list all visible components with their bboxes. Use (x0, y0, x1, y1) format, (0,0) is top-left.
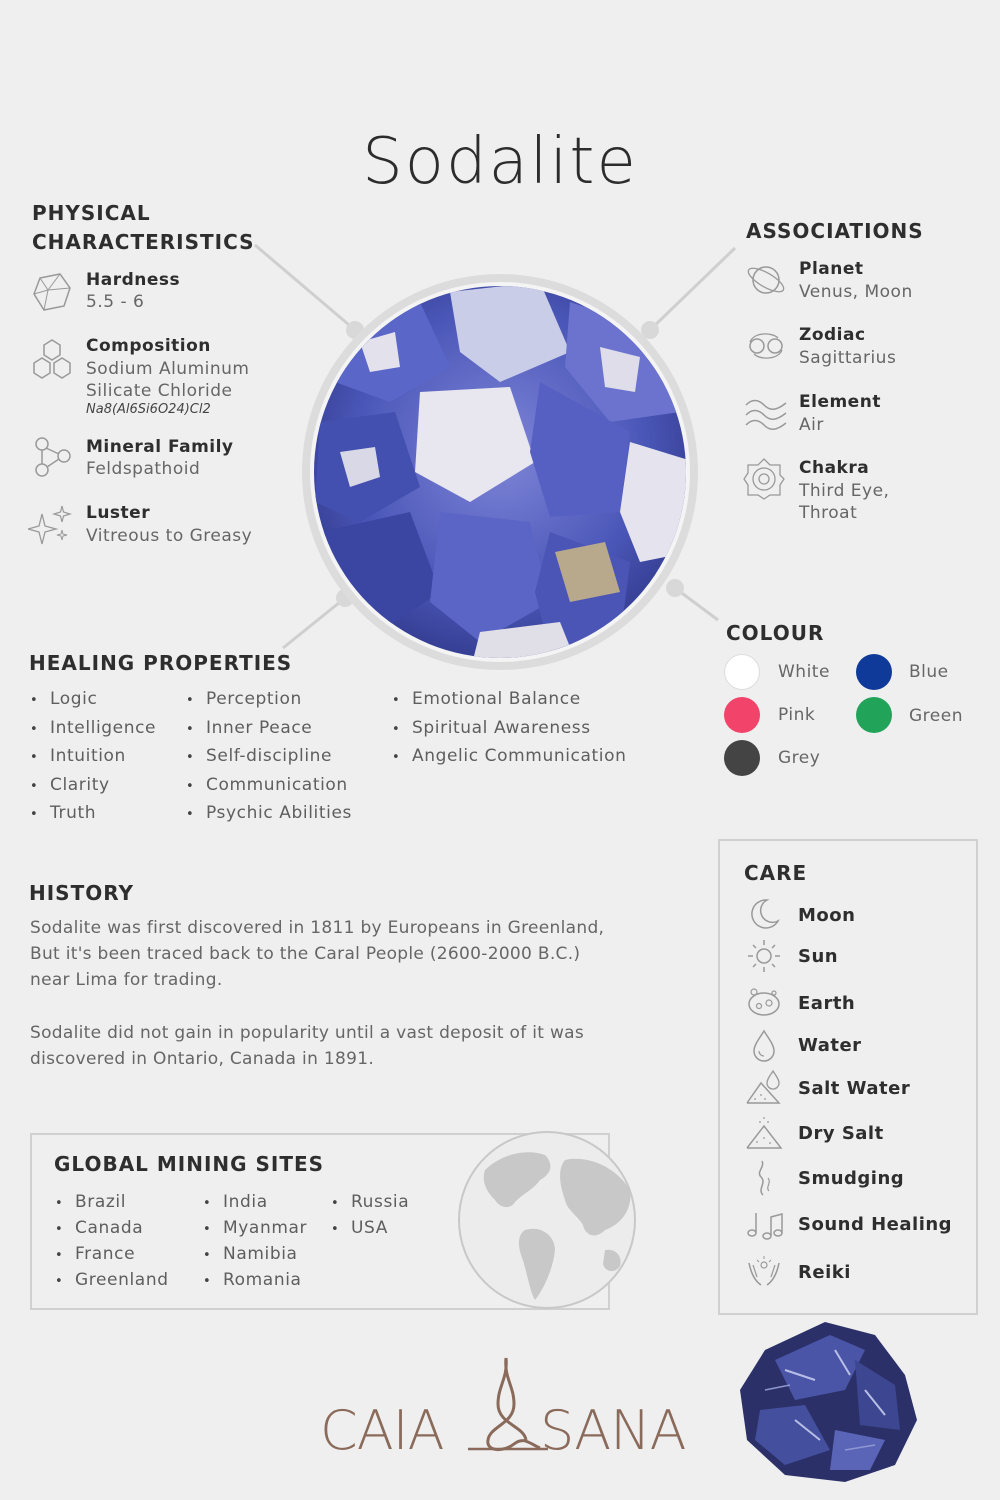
swatch-blue (856, 654, 892, 690)
composition-value-2: Silicate Chloride (86, 381, 233, 401)
zodiac-label: Zodiac (799, 325, 866, 345)
hexagons-icon (30, 336, 74, 380)
associations-heading: ASSOCIATIONS (746, 219, 924, 243)
sodalite-stones-image (300, 272, 700, 672)
list-item: • Spiritual Awareness (392, 715, 626, 744)
element-value: Air (799, 415, 824, 435)
history-p2-line1: Sodalite did not gain in popularity until a vast deposit of it was (30, 1023, 585, 1043)
chakra-icon (742, 457, 786, 501)
care-sun-label: Sun (798, 946, 839, 967)
swatch-grey-label: Grey (778, 748, 821, 768)
list-item: • Truth (30, 800, 156, 829)
composition-formula: Na8(Al6Si6O24)Cl2 (86, 402, 211, 417)
luster-label: Luster (86, 503, 151, 523)
physical-heading (32, 199, 255, 257)
sun-icon (745, 937, 783, 975)
care-water-label: Water (798, 1035, 862, 1056)
swatch-white (724, 654, 760, 690)
crystal-icon (30, 270, 74, 314)
list-item: • Angelic Communication (392, 743, 626, 772)
list-item: • Romania (203, 1268, 307, 1294)
brand-left: CAIA (320, 1399, 444, 1456)
globe-icon (455, 1130, 640, 1310)
swatch-pink (724, 697, 760, 733)
mining-heading: GLOBAL MINING SITES (54, 1152, 325, 1176)
list-item: • Russia (331, 1190, 409, 1216)
care-moon-label: Moon (798, 905, 856, 926)
care-sound-healing-label: Sound Healing (798, 1214, 953, 1235)
history-heading: HISTORY (29, 881, 135, 905)
list-item: • Intelligence (30, 715, 156, 744)
list-item: • Canada (55, 1216, 169, 1242)
list-item: • Greenland (55, 1268, 169, 1294)
physical-heading-line2: CHARACTERISTICS (32, 230, 255, 254)
list-item: • Inner Peace (186, 715, 352, 744)
planet-icon (744, 258, 788, 302)
list-item: • Brazil (55, 1190, 169, 1216)
healing-list-2 (186, 686, 352, 829)
list-item: • Clarity (30, 772, 156, 801)
chakra-value-2: Throat (799, 503, 858, 523)
list-item: • Intuition (30, 743, 156, 772)
list-item: • Psychic Abilities (186, 800, 352, 829)
healing-list-3 (392, 686, 626, 772)
list-item: • India (203, 1190, 307, 1216)
care-salt-water-label: Salt Water (798, 1078, 911, 1099)
list-item: • Logic (30, 686, 156, 715)
history-p1-line1: Sodalite was first discovered in 1811 by Europeans in Greenland, (30, 918, 605, 938)
swatch-pink-label: Pink (778, 705, 816, 725)
mining-list-3 (331, 1190, 409, 1242)
zodiac-icon (744, 324, 788, 368)
chakra-value-1: Third Eye, (799, 481, 890, 501)
hands-icon (745, 1253, 783, 1291)
planet-value: Venus, Moon (799, 282, 913, 302)
swatch-green-label: Green (909, 706, 963, 726)
mineral-family-value: Feldspathoid (86, 459, 201, 479)
history-paragraph-2 (30, 1020, 670, 1072)
water-drop-icon (745, 1026, 783, 1064)
zodiac-value: Sagittarius (799, 348, 897, 368)
swatch-grey (724, 740, 760, 776)
list-item: • Self-discipline (186, 743, 352, 772)
list-item: • Communication (186, 772, 352, 801)
list-item: • Namibia (203, 1242, 307, 1268)
history-p1-line3: near Lima for trading. (30, 970, 223, 990)
swatch-blue-label: Blue (909, 662, 949, 682)
hardness-value: 5.5 - 6 (86, 292, 145, 312)
swatch-white-label: White (778, 662, 830, 682)
list-item: • Emotional Balance (392, 686, 626, 715)
air-icon (744, 391, 788, 435)
list-item: • Myanmar (203, 1216, 307, 1242)
care-dry-salt-label: Dry Salt (798, 1123, 884, 1144)
list-item: • USA (331, 1216, 409, 1242)
colour-heading: COLOUR (726, 621, 825, 645)
caia-sana-logo (318, 1356, 696, 1456)
care-heading: CARE (744, 861, 808, 885)
care-smudging-label: Smudging (798, 1168, 905, 1189)
list-item: • Perception (186, 686, 352, 715)
page-title: Sodalite (362, 125, 638, 199)
swatch-green (856, 697, 892, 733)
healing-heading: HEALING PROPERTIES (29, 651, 293, 675)
molecule-icon (30, 436, 74, 480)
composition-value-1: Sodium Aluminum (86, 359, 250, 379)
healing-list-1 (30, 686, 156, 829)
earth-icon (745, 984, 783, 1022)
hardness-label: Hardness (86, 270, 181, 290)
moon-icon (745, 895, 783, 933)
care-reiki-label: Reiki (798, 1262, 851, 1283)
brand-right: SANA (540, 1399, 686, 1456)
composition-label: Composition (86, 336, 211, 356)
sodalite-rough-stone-image (735, 1320, 920, 1485)
care-earth-label: Earth (798, 993, 856, 1014)
mining-list-2 (203, 1190, 307, 1294)
smoke-icon (745, 1159, 783, 1197)
history-paragraph-1 (30, 915, 670, 993)
list-item: • France (55, 1242, 169, 1268)
chakra-label: Chakra (799, 458, 870, 478)
dry-salt-icon (745, 1114, 783, 1152)
music-notes-icon (745, 1205, 783, 1243)
salt-water-icon (745, 1069, 783, 1107)
element-label: Element (799, 392, 881, 412)
mineral-family-label: Mineral Family (86, 437, 234, 457)
physical-heading-line1: PHYSICAL (32, 201, 151, 225)
sparkle-icon (28, 502, 72, 546)
luster-value: Vitreous to Greasy (86, 526, 253, 546)
history-p2-line2: discovered in Ontario, Canada in 1891. (30, 1049, 375, 1069)
mining-list-1 (55, 1190, 169, 1294)
history-p1-line2: But it's been traced back to the Caral People (2600-2000 B.C.) (30, 944, 581, 964)
planet-label: Planet (799, 259, 864, 279)
